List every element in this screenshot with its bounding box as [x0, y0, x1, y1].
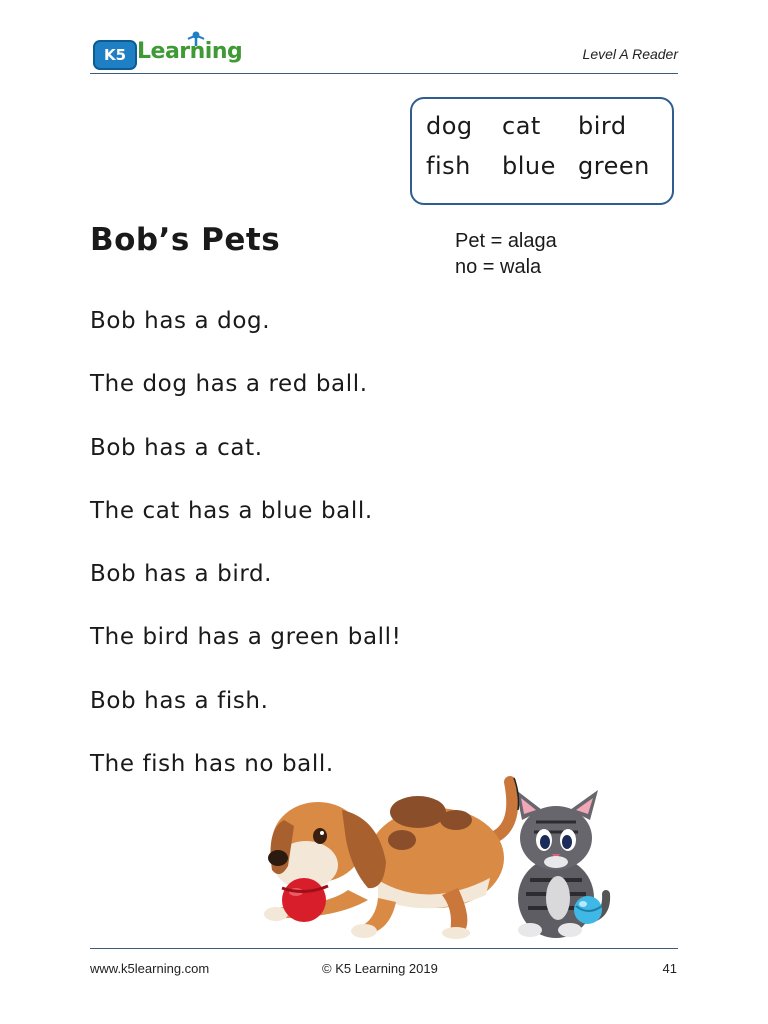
footer-copyright: © K5 Learning 2019: [322, 961, 438, 976]
story-sentence: The cat has a blue ball.: [90, 497, 373, 524]
glossary: [455, 228, 557, 280]
story-sentence: The bird has a green ball!: [90, 624, 402, 651]
story-sentence: The dog has a red ball.: [90, 371, 368, 398]
story-sentence: Bob has a cat.: [90, 434, 263, 461]
word-bank-grid: [426, 111, 668, 181]
logo-person-icon: [185, 30, 207, 48]
footer-rule: [90, 948, 678, 949]
story-sentence: Bob has a fish.: [90, 687, 269, 714]
word-bank-item: blue: [502, 152, 556, 180]
story-sentence: Bob has a bird.: [90, 561, 273, 588]
pets-illustration: [258, 770, 618, 942]
glossary-item: no = wala: [455, 256, 542, 278]
logo-wordmark: Learning: [137, 39, 243, 64]
dog-illustration: [264, 782, 512, 939]
story-sentence: The fish has no ball.: [90, 751, 334, 778]
glossary-item: Pet = alaga: [455, 230, 557, 252]
header-rule: [90, 73, 678, 74]
story-title: Bob’s Pets: [90, 222, 281, 258]
page-number: 41: [662, 961, 677, 976]
footer-website-link[interactable]: www.k5learning.com: [90, 961, 210, 976]
level-label: Level A Reader: [582, 46, 678, 62]
k5-learning-logo: [93, 36, 243, 72]
story-sentence: Bob has a dog.: [90, 308, 271, 334]
word-bank-box: [410, 97, 674, 205]
cat-illustration: [514, 778, 606, 938]
word-bank-item: dog: [426, 112, 473, 140]
word-bank-item: fish: [426, 152, 471, 180]
word-bank-item: green: [578, 152, 650, 180]
word-bank-item: bird: [578, 112, 627, 140]
word-bank-item: cat: [502, 112, 541, 140]
logo-badge: K5: [93, 40, 137, 70]
story-sentences: [90, 305, 401, 811]
